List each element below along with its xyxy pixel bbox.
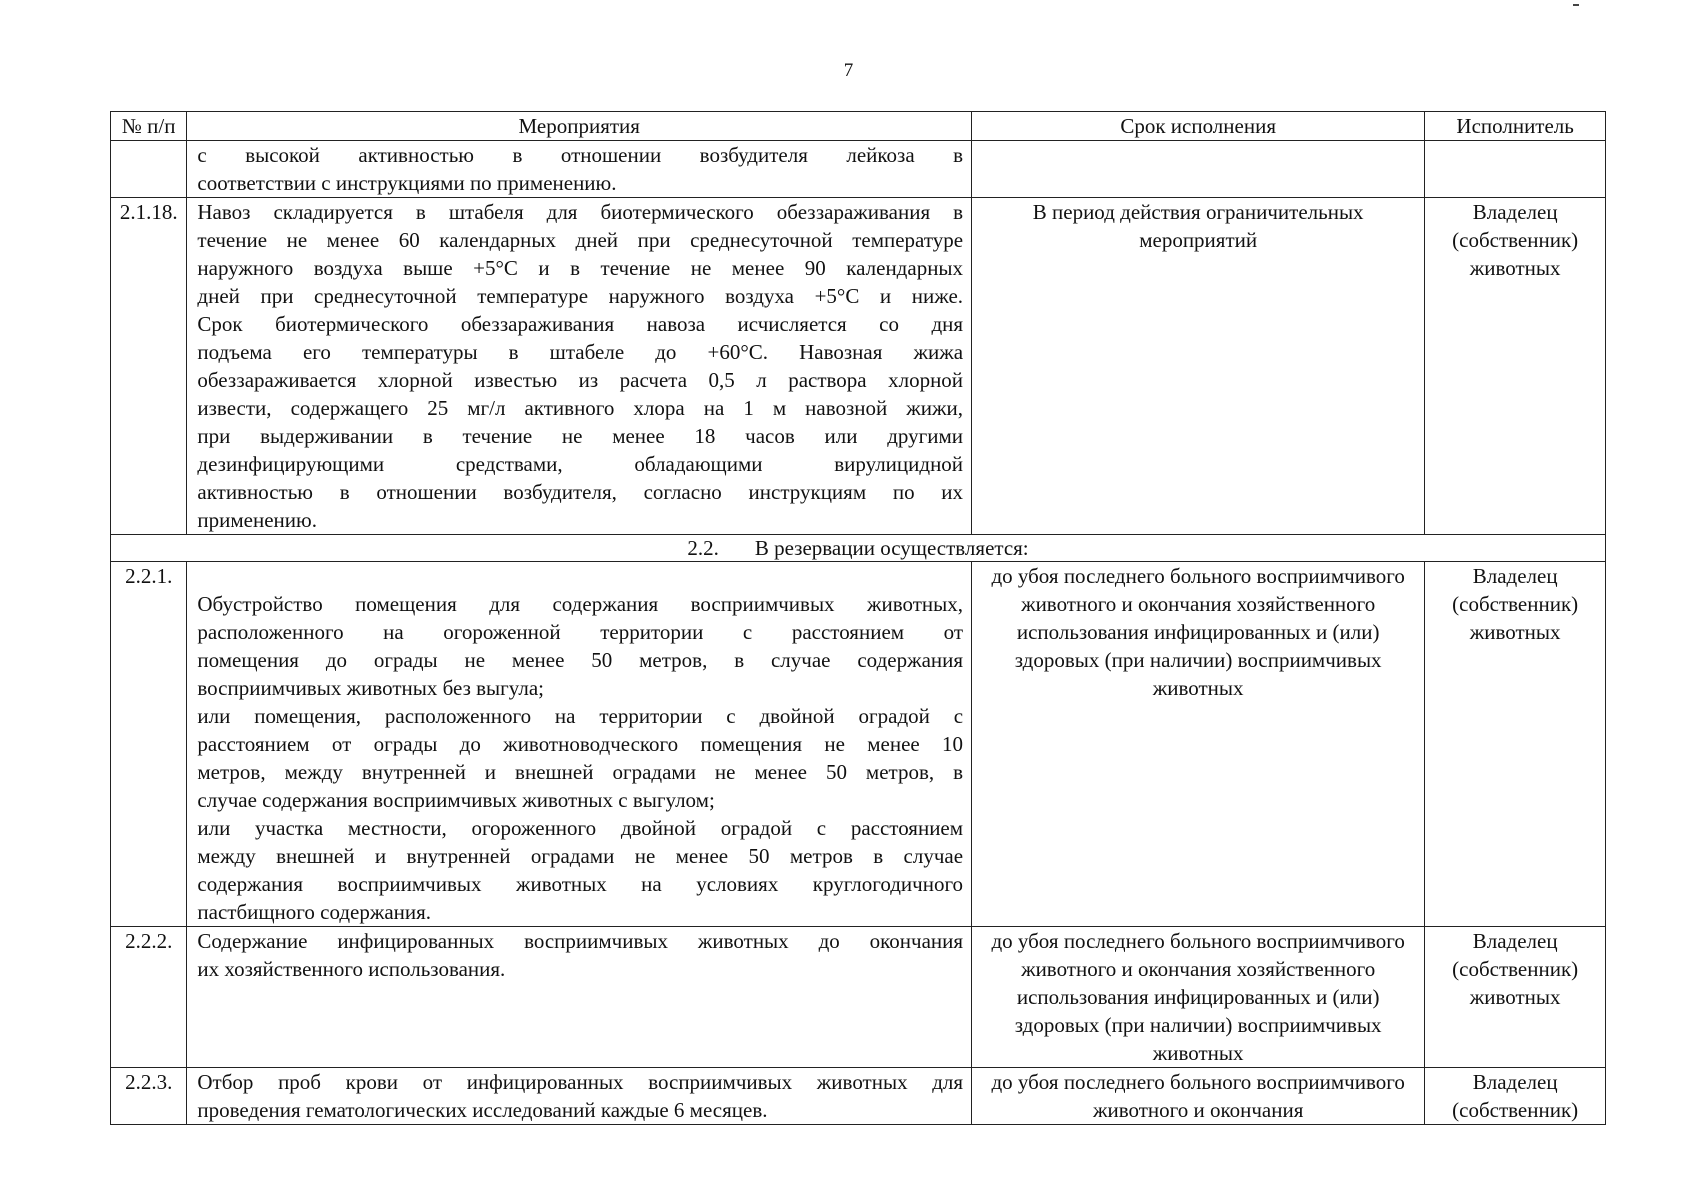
activity-line: с высокой активностью в отношении возбудителя лейкоза в <box>197 143 964 167</box>
activity-line: проведения гематологических исследований каждые 6 месяцев. <box>197 1098 768 1122</box>
row-term: до убоя последнего больного восприимчивого животного и окончания <box>972 1068 1425 1125</box>
activity-line: помещения до ограды не менее 50 метров, в случае содержания <box>197 648 964 672</box>
activity-line: восприимчивых животных без выгула; <box>197 676 544 700</box>
activity-line: содержания восприимчивых животных на условиях круглогодичного <box>197 872 964 896</box>
activity-line: применению. <box>197 508 317 532</box>
row-activity <box>187 1068 972 1125</box>
table-row-continuation <box>111 141 1606 198</box>
row-activity <box>187 141 972 198</box>
row-activity <box>187 927 972 1068</box>
activity-line: или помещения, расположенного на территории с двойной оградой с <box>197 704 964 728</box>
header-executor: Исполнитель <box>1425 112 1606 141</box>
activity-line: метров, между внутренней и внешней оградами не менее 50 метров, в <box>197 760 964 784</box>
table-row-2-2-3 <box>111 1068 1606 1125</box>
table-row-2-1-18 <box>111 198 1606 535</box>
activity-line: при выдерживании в течение не менее 18 часов или другими <box>197 424 964 448</box>
activity-line: обеззараживается хлорной известью из расчета 0,5 л раствора хлорной <box>197 368 964 392</box>
activity-line: случае содержания восприимчивых животных с выгулом; <box>197 788 715 812</box>
section-number: 2.2. <box>687 536 719 560</box>
row-term: до убоя последнего больного восприимчивого животного и окончания хозяйственного использования инфицированных и (или) здоровых (при наличии) восприимчивых животных <box>972 562 1425 927</box>
table-row-2-2-1 <box>111 562 1606 927</box>
row-executor: Владелец (собственник) животных <box>1425 927 1606 1068</box>
activity-line: расположенного на огороженной территории с расстоянием от <box>197 620 964 644</box>
row-executor: Владелец (собственник) животных <box>1425 198 1606 535</box>
activity-line: Срок биотермического обеззараживания навоза исчисляется со дня <box>197 312 964 336</box>
table-section-row-2-2 <box>111 535 1606 562</box>
table-row-2-2-2 <box>111 927 1606 1068</box>
activity-line: пастбищного содержания. <box>197 900 432 924</box>
table-header-row <box>111 112 1606 141</box>
header-term: Срок исполнения <box>972 112 1425 141</box>
activity-line: Содержание инфицированных восприимчивых животных до окончания <box>197 929 964 953</box>
activity-line: дезинфицирующими средствами, обладающими вирулицидной <box>197 452 964 476</box>
row-activity <box>187 562 972 927</box>
activity-line: расстоянием от ограды до животноводческого помещения не менее 10 <box>197 732 964 756</box>
activity-line: соответствии с инструкциями по применению. <box>197 171 617 195</box>
measures-table <box>110 111 1606 1125</box>
activity-line: или участка местности, огороженного двойной оградой с расстоянием <box>197 816 964 840</box>
page-number: 7 <box>843 60 854 81</box>
activity-line: между внешней и внутренней оградами не менее 50 метров в случае <box>197 844 964 868</box>
row-num: 2.2.3. <box>111 1068 187 1125</box>
row-activity <box>187 198 972 535</box>
activity-line: извести, содержащего 25 мг/л активного хлора на 1 м навозной жижи, <box>197 396 964 420</box>
row-executor: Владелец (собственник) <box>1425 1068 1606 1125</box>
section-heading <box>111 535 1606 562</box>
section-title: В резервации осуществляется: <box>754 536 1029 560</box>
row-num: 2.1.18. <box>111 198 187 535</box>
row-term: до убоя последнего больного восприимчивого животного и окончания хозяйственного использования инфицированных и (или) здоровых (при наличии) восприимчивых животных <box>972 927 1425 1068</box>
activity-line: дней при среднесуточной температуре наружного воздуха +5°С и ниже. <box>197 284 964 308</box>
activity-line: течение не менее 60 календарных дней при среднесуточной температуре <box>197 228 964 252</box>
scan-mark <box>1573 4 1579 6</box>
row-term: В период действия ограничительных мероприятий <box>972 198 1425 535</box>
activity-line: наружного воздуха выше +5°С и в течение не менее 90 календарных <box>197 256 964 280</box>
activity-line: подъема его температуры в штабеле до +60°С. Навозная жижа <box>197 340 964 364</box>
row-num: 2.2.2. <box>111 927 187 1068</box>
row-num <box>111 141 187 198</box>
header-num: № п/п <box>111 112 187 141</box>
activity-line: активностью в отношении возбудителя, согласно инструкциям по их <box>197 480 964 504</box>
activity-line: Обустройство помещения для содержания восприимчивых животных, <box>197 592 964 616</box>
blank-line <box>197 562 963 590</box>
activity-line: их хозяйственного использования. <box>197 957 506 981</box>
row-executor <box>1425 141 1606 198</box>
activity-line: Навоз складируется в штабеля для биотермического обеззараживания в <box>197 200 964 224</box>
header-activity: Мероприятия <box>187 112 972 141</box>
activity-line: Отбор проб крови от инфицированных восприимчивых животных для <box>197 1070 964 1094</box>
row-term <box>972 141 1425 198</box>
row-executor: Владелец (собственник) животных <box>1425 562 1606 927</box>
row-num: 2.2.1. <box>111 562 187 927</box>
